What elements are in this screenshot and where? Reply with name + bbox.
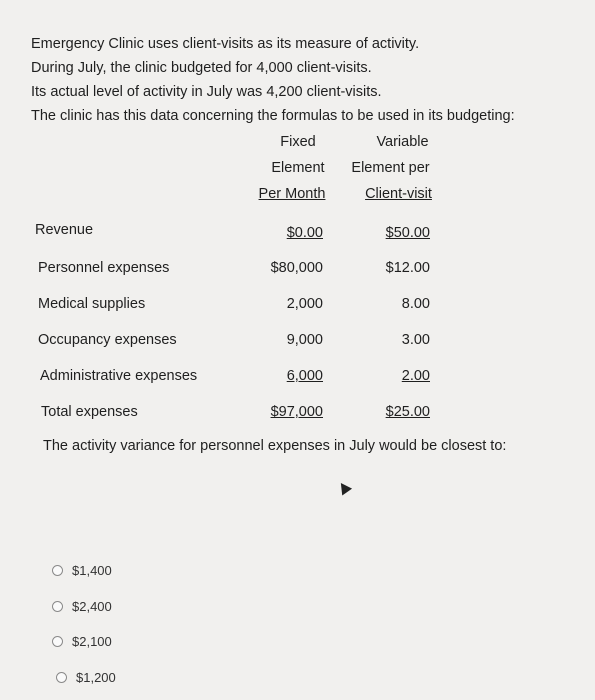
problem-intro [31, 32, 515, 128]
radio-button-icon[interactable] [52, 636, 63, 647]
question-text: The activity variance for personnel expenses in July would be closest to: [43, 438, 507, 454]
variable-header-line-1: Variable [376, 134, 429, 150]
row-label: Total expenses [41, 404, 138, 420]
mouse-cursor-icon [336, 480, 352, 496]
option-label: $1,400 [72, 563, 112, 578]
answer-option-3[interactable] [52, 634, 112, 649]
fixed-value: $97,000 [270, 404, 323, 420]
answer-option-1[interactable] [52, 563, 112, 578]
variable-value: 2.00 [401, 368, 430, 384]
fixed-header-line-2: Element [271, 160, 325, 176]
variable-value: $12.00 [385, 260, 430, 276]
row-label: Medical supplies [38, 296, 146, 312]
variable-value: 8.00 [401, 296, 430, 312]
intro-line-2: During July, the clinic budgeted for 4,000 client-visits. [31, 60, 372, 76]
intro-line-4: The clinic has this data concerning the formulas to be used in its budgeting: [31, 108, 515, 124]
variable-header-line-2: Element per [351, 160, 430, 176]
answer-option-2[interactable] [52, 599, 112, 614]
option-label: $1,200 [76, 670, 116, 685]
variable-header-line-3: Client-visit [365, 186, 432, 202]
row-label: Occupancy expenses [38, 332, 177, 348]
variable-value: $50.00 [385, 225, 430, 241]
fixed-header-line-1: Fixed [280, 134, 316, 150]
row-label: Administrative expenses [40, 368, 198, 384]
option-label: $2,100 [72, 634, 112, 649]
fixed-value: $80,000 [270, 260, 323, 276]
radio-button-icon[interactable] [52, 601, 63, 612]
fixed-value: 9,000 [286, 332, 323, 348]
row-label: Personnel expenses [38, 260, 170, 276]
fixed-value: 2,000 [286, 296, 323, 312]
fixed-header-line-3: Per Month [258, 186, 326, 202]
radio-button-icon[interactable] [56, 672, 67, 683]
answer-option-4[interactable] [56, 670, 116, 685]
fixed-value: 6,000 [286, 368, 323, 384]
radio-button-icon[interactable] [52, 565, 63, 576]
option-label: $2,400 [72, 599, 112, 614]
intro-line-1: Emergency Clinic uses client-visits as its measure of activity. [31, 36, 420, 52]
fixed-value: $0.00 [286, 225, 323, 241]
row-label: Revenue [35, 222, 94, 238]
intro-line-3: Its actual level of activity in July was 4,200 client-visits. [31, 84, 382, 100]
variable-value: 3.00 [401, 332, 430, 348]
variable-value: $25.00 [385, 404, 430, 420]
